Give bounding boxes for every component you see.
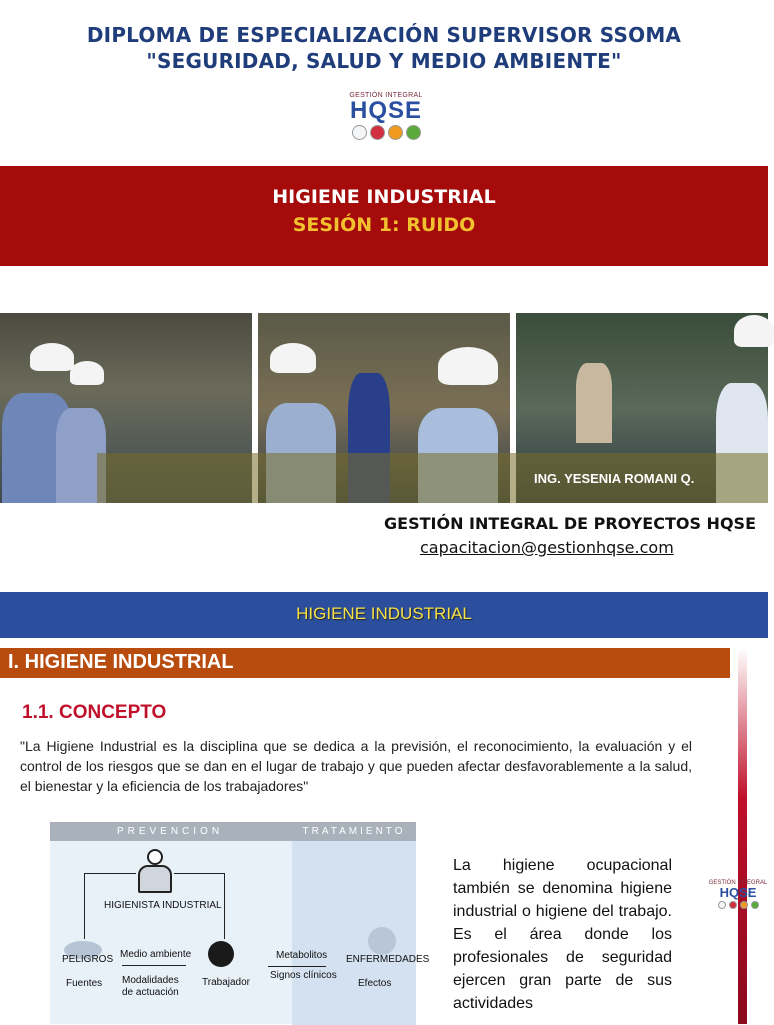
worker-icon — [208, 941, 234, 967]
email-link[interactable]: capacitacion@gestionhqse.com — [420, 538, 674, 557]
diseases-label: ENFERMEDADES — [346, 954, 430, 965]
logo-caption: GESTIÓN INTEGRAL — [349, 92, 423, 99]
logo-dot-red — [370, 125, 385, 140]
side-decor-line — [738, 648, 747, 1024]
sources-label: Fuentes — [66, 978, 103, 989]
logo-dots — [708, 901, 768, 909]
concept-heading: 1.1. CONCEPTO — [22, 702, 167, 723]
slide-header: HIGIENE INDUSTRIAL — [296, 604, 472, 623]
logo-dot-red — [729, 901, 737, 909]
logo-dot-white — [352, 125, 367, 140]
hygienist-icon — [136, 849, 174, 893]
concept-quote: "La Higiene Industrial es la disciplina que se dedica a la previsión, el reconocimiento, la evaluación y el control de los riesgos que se dan en el lugar de trabajo y que pueden afectar desfavorablemente a la salud, el bienestar y la eficiencia de los trabajadores" — [20, 738, 692, 794]
modalities-label: Modalidades de actuación — [122, 975, 179, 998]
helmet — [70, 361, 104, 385]
diagram-treatment-label: TRATAMIENTO — [302, 826, 406, 837]
logo-letters: HQSE — [349, 97, 422, 124]
arrow-line — [268, 966, 326, 967]
helmet — [30, 343, 74, 371]
logo-dot-orange — [740, 901, 748, 909]
clinical-signs-label: Signos clínicos — [270, 970, 337, 981]
slide-title — [0, 22, 768, 74]
environment-label: Medio ambiente — [120, 949, 192, 960]
helmet — [270, 343, 316, 373]
logo-dot-green — [406, 125, 421, 140]
diagram-treatment-column — [292, 841, 416, 1025]
band-subtitle: SESIÓN 1: RUIDO — [292, 214, 476, 236]
disease-figure-icon — [368, 927, 396, 955]
effects-label: Efectos — [358, 978, 392, 989]
worker-label: Trabajador — [202, 977, 250, 988]
hqse-logo — [336, 92, 436, 148]
arrow-line — [84, 873, 85, 939]
metabolites-label: Metabolitos — [276, 950, 328, 961]
hazards-label: PELIGROS — [62, 954, 114, 965]
title-line-1: DIPLOMA DE ESPECIALIZACIÓN SUPERVISOR SSOMA — [86, 23, 682, 47]
logo-dot-orange — [388, 125, 403, 140]
logo-caption: GESTIÓN INTEGRAL — [708, 880, 768, 886]
worker-figure — [576, 363, 612, 443]
hygienist-head — [147, 849, 163, 865]
definition-paragraph: La higiene ocupacional también se denomina higiene industrial o higiene del trabajo. Es el área donde los profesionales de seguridad ejercen gran parte de sus actividades — [453, 857, 672, 1012]
logo-word — [336, 99, 436, 123]
section-title: I. HIGIENE INDUSTRIAL — [8, 651, 234, 673]
arrow-line — [174, 873, 224, 874]
company-name: GESTIÓN INTEGRAL DE PROYECTOS HQSE — [384, 514, 756, 533]
diagram-prevention-label: PREVENCION — [116, 826, 224, 837]
band-title: HIGIENE INDUSTRIAL — [272, 186, 496, 208]
logo-dot-white — [718, 901, 726, 909]
logo-dot-green — [751, 901, 759, 909]
hygienist-body — [138, 865, 172, 893]
author-name: ING. YESENIA ROMANI Q. — [534, 471, 695, 486]
logo-dots — [336, 125, 436, 140]
title-line-2: "SEGURIDAD, SALUD Y MEDIO AMBIENTE" — [146, 49, 622, 73]
hqse-logo-small — [708, 880, 768, 909]
helmet — [438, 347, 498, 385]
arrow-line — [122, 965, 186, 966]
hygienist-label: HIGIENISTA INDUSTRIAL — [104, 900, 222, 911]
arrow-line — [224, 873, 225, 939]
helmet — [734, 315, 774, 347]
hygiene-diagram — [50, 822, 430, 1024]
logo-word: HQSE — [719, 885, 757, 900]
arrow-line — [84, 873, 136, 874]
